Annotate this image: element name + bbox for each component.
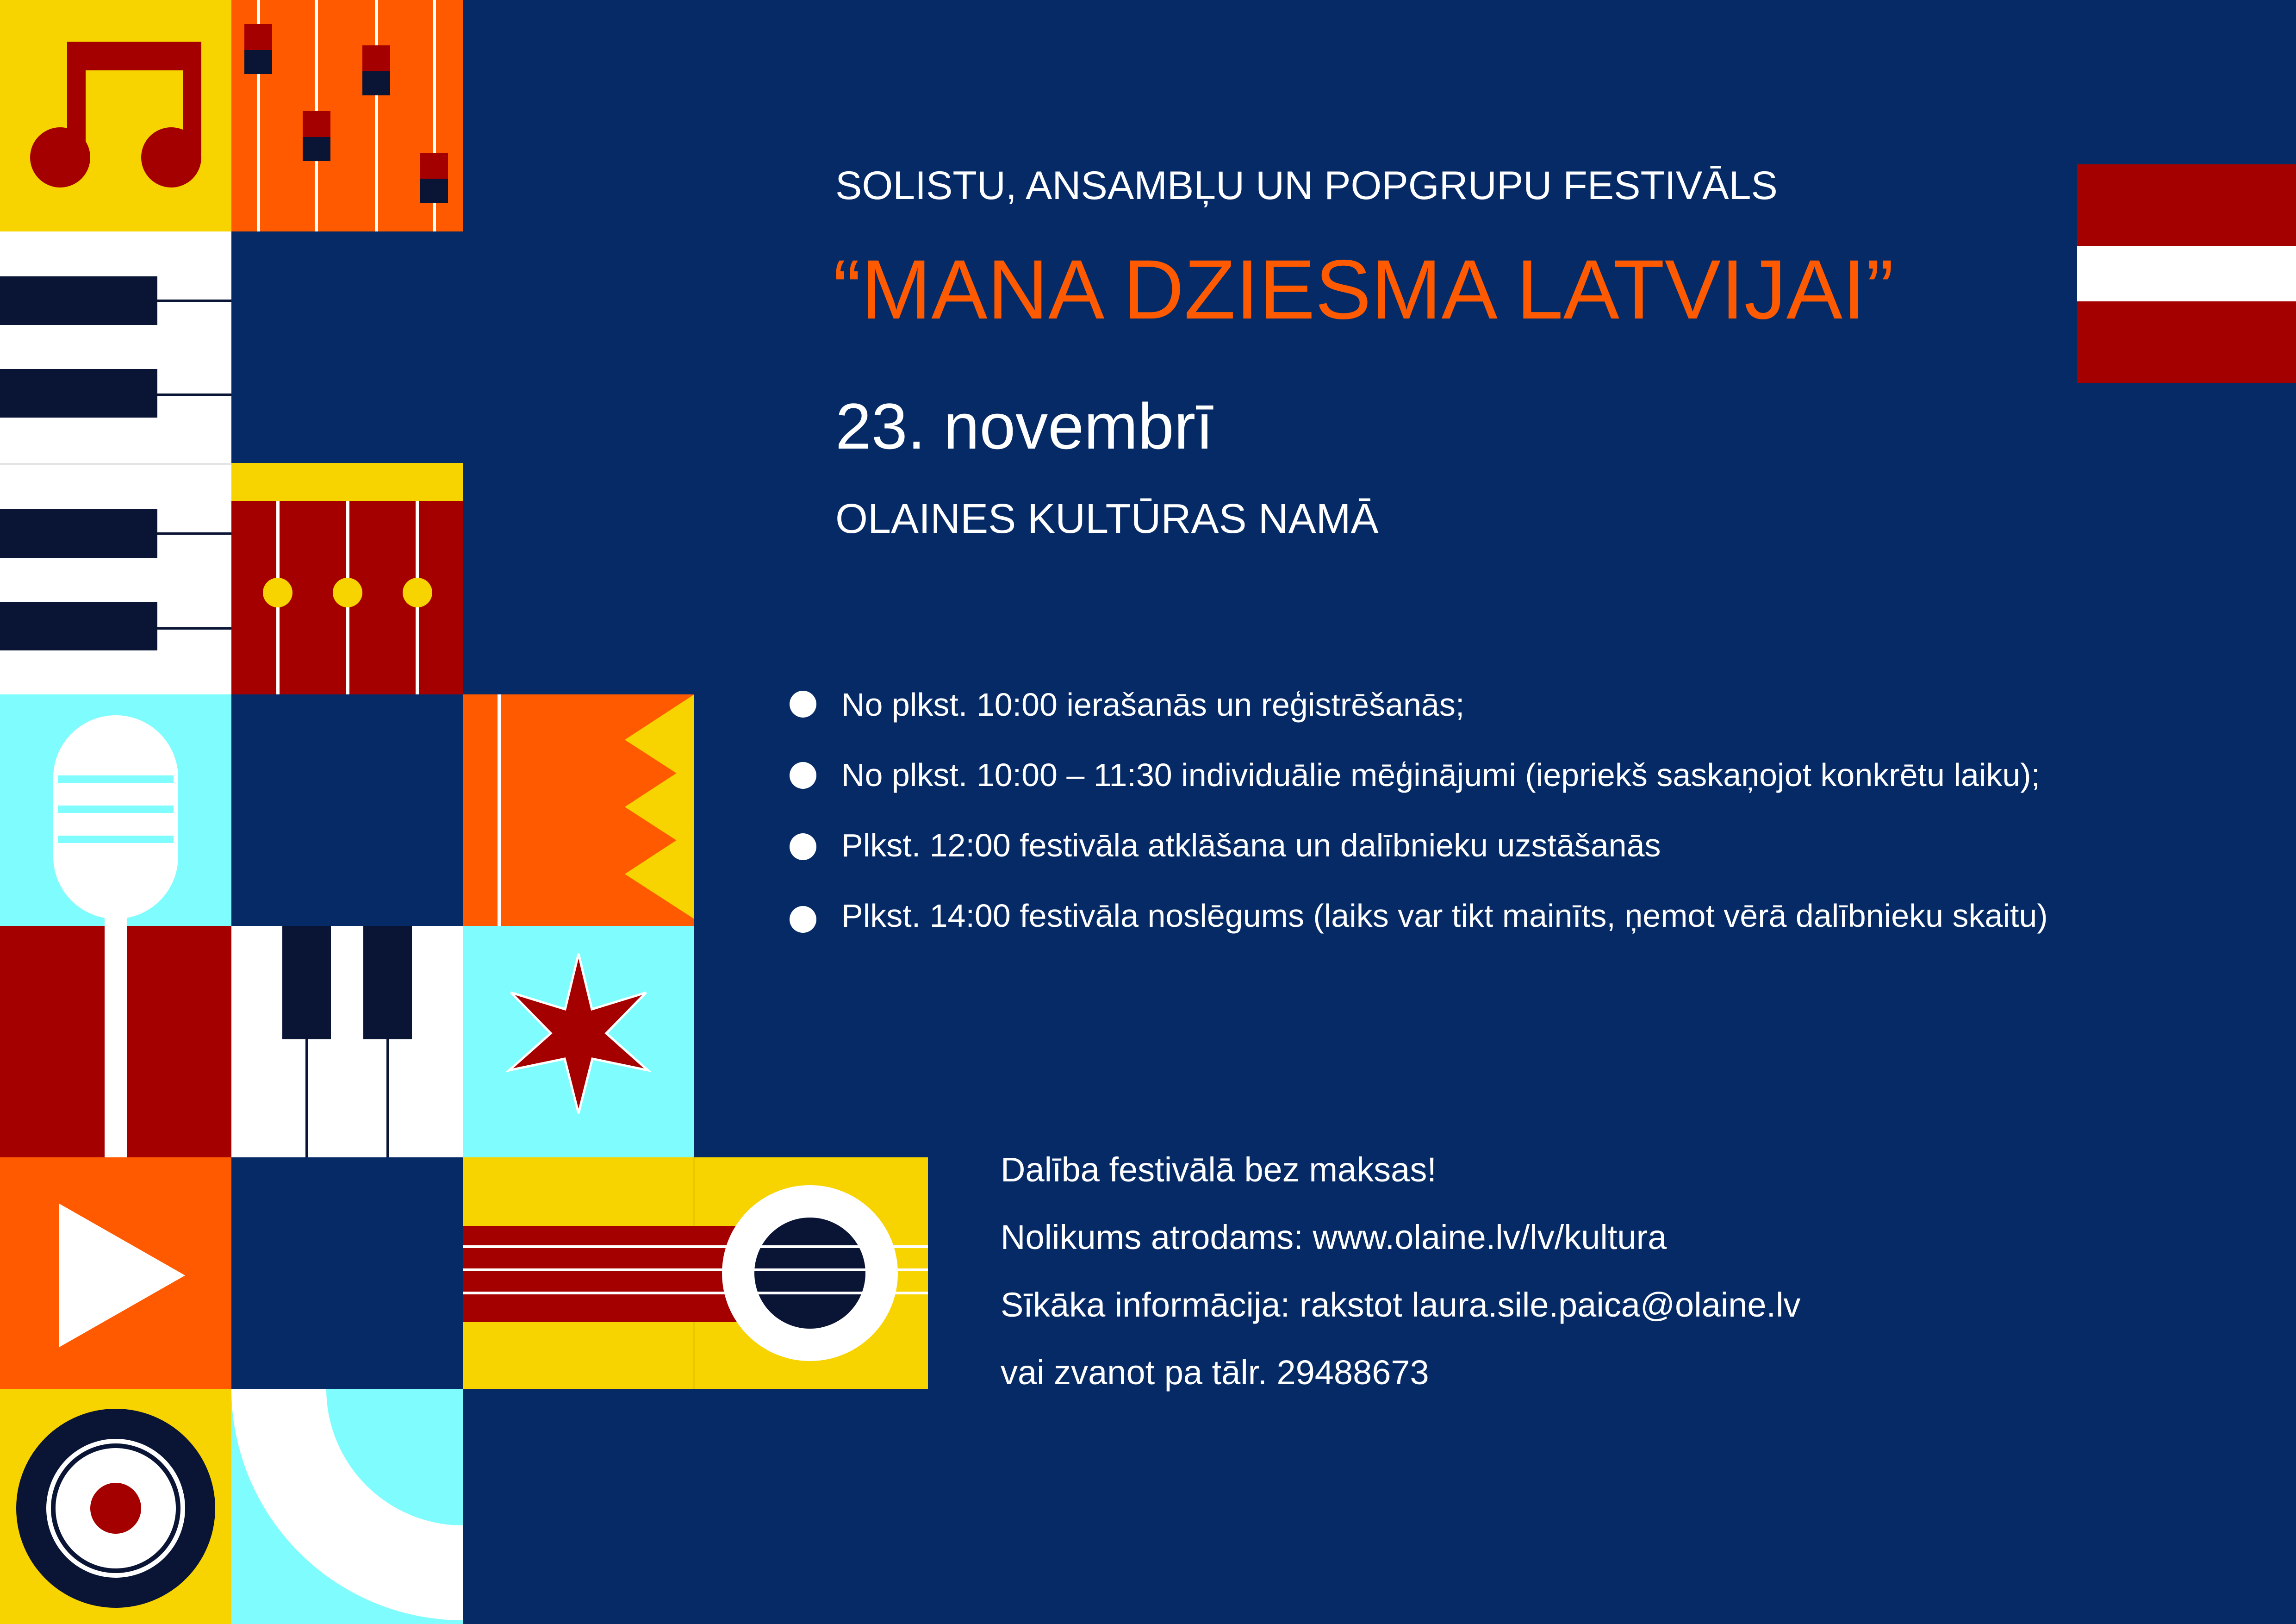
info-line: Dalība festivālā bez maksas! [1001,1150,1437,1189]
piano-icon [231,926,463,1157]
bullet-icon [790,762,816,789]
info-line: vai zvanot pa tālr. 29488673 [1001,1353,1429,1392]
play-icon [0,1157,231,1389]
schedule-item-text: Plkst. 14:00 festivāla noslēgums (laiks var tikt mainīts, ņemot vērā dalībnieku skaitu) [841,898,2048,934]
schedule-item-text: No plkst. 10:00 ierašanās un reģistrēšanās; [841,687,1465,723]
guitar-icon [463,1157,928,1389]
info-line: Nolikums atrodams: www.olaine.lv/lv/kultura [1001,1218,1667,1256]
bullet-icon [790,833,816,860]
flag-pennant-icon [463,694,694,926]
event-date: 23. novembrī [835,390,1214,462]
schedule-item-text: Plkst. 12:00 festivāla atklāšana un dalībnieku uzstāšanās [841,827,1661,863]
info-line: Sīkāka informācija: rakstot laura.sile.paica@olaine.lv [1001,1286,1801,1324]
drum-icon [231,463,463,694]
bullet-icon [790,906,816,933]
festival-title: “MANA DZIESMA LATVIJAI” [833,242,1894,337]
vinyl-record-icon [0,1389,231,1624]
latvian-flag-icon [2077,164,2296,383]
piano-keys-icon [0,231,231,463]
festival-subtitle: SOLISTU, ANSAMBĻU UN POPGRUPU FESTIVĀLS [835,163,1778,208]
star-icon [463,926,694,1157]
quarter-circle-shape [231,1389,463,1624]
microphone-icon [0,694,231,1157]
mixer-sliders-icon [231,0,463,231]
schedule-item-text: No plkst. 10:00 – 11:30 individuālie mēģinājumi (iepriekš saskaņojot konkrētu laiku); [841,757,2041,793]
bullet-icon [790,691,816,718]
piano-keys-icon [0,463,231,694]
music-note-icon [0,0,231,231]
event-venue: OLAINES KULTŪRAS NAMĀ [835,496,1379,542]
